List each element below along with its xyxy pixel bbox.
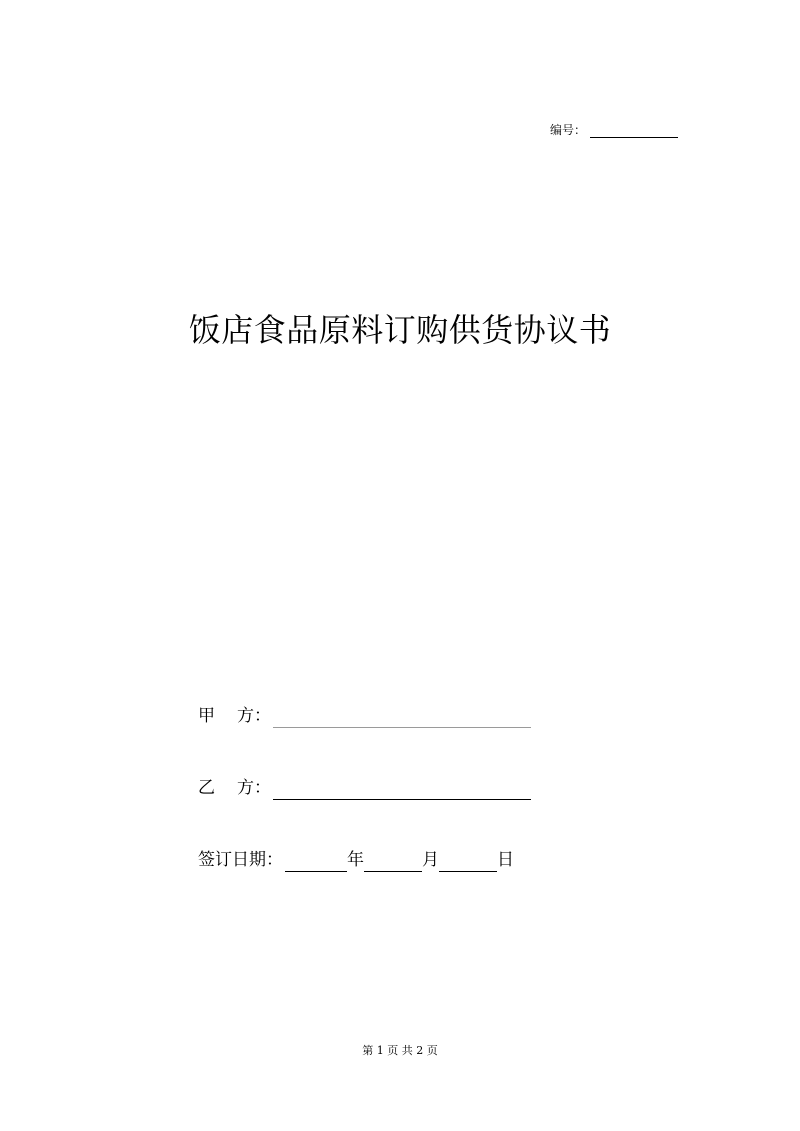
party-b-label-char2: 方: [237, 778, 254, 798]
sign-date-day-label: 日: [497, 850, 514, 870]
party-a-label-char2: 方: [237, 706, 254, 726]
contract-number-blank[interactable]: [590, 124, 678, 138]
sign-date-year-blank[interactable]: [285, 851, 347, 872]
party-b-row: [198, 776, 531, 800]
party-a-colon: ：: [254, 706, 271, 726]
page-number-footer: 第 1 页 共 2 页: [362, 1044, 438, 1057]
sign-date-month-blank[interactable]: [364, 851, 422, 872]
sign-date-month-label: 月: [422, 850, 439, 870]
contract-number-label: 编号：: [550, 123, 587, 137]
contract-number: [550, 122, 678, 138]
party-b-blank[interactable]: [273, 779, 531, 800]
document-title: 饭店食品原料订购供货协议书: [188, 311, 612, 349]
sign-date-label: 签订日期：: [198, 850, 283, 870]
party-a-row: [198, 704, 531, 728]
sign-date-year-label: 年: [347, 850, 364, 870]
party-b-label-char1: 乙: [198, 778, 215, 798]
party-b-colon: ：: [254, 778, 271, 798]
party-a-blank[interactable]: [273, 707, 531, 728]
sign-date-row: [198, 848, 514, 872]
party-a-label-char1: 甲: [198, 706, 215, 726]
sign-date-day-blank[interactable]: [439, 851, 497, 872]
